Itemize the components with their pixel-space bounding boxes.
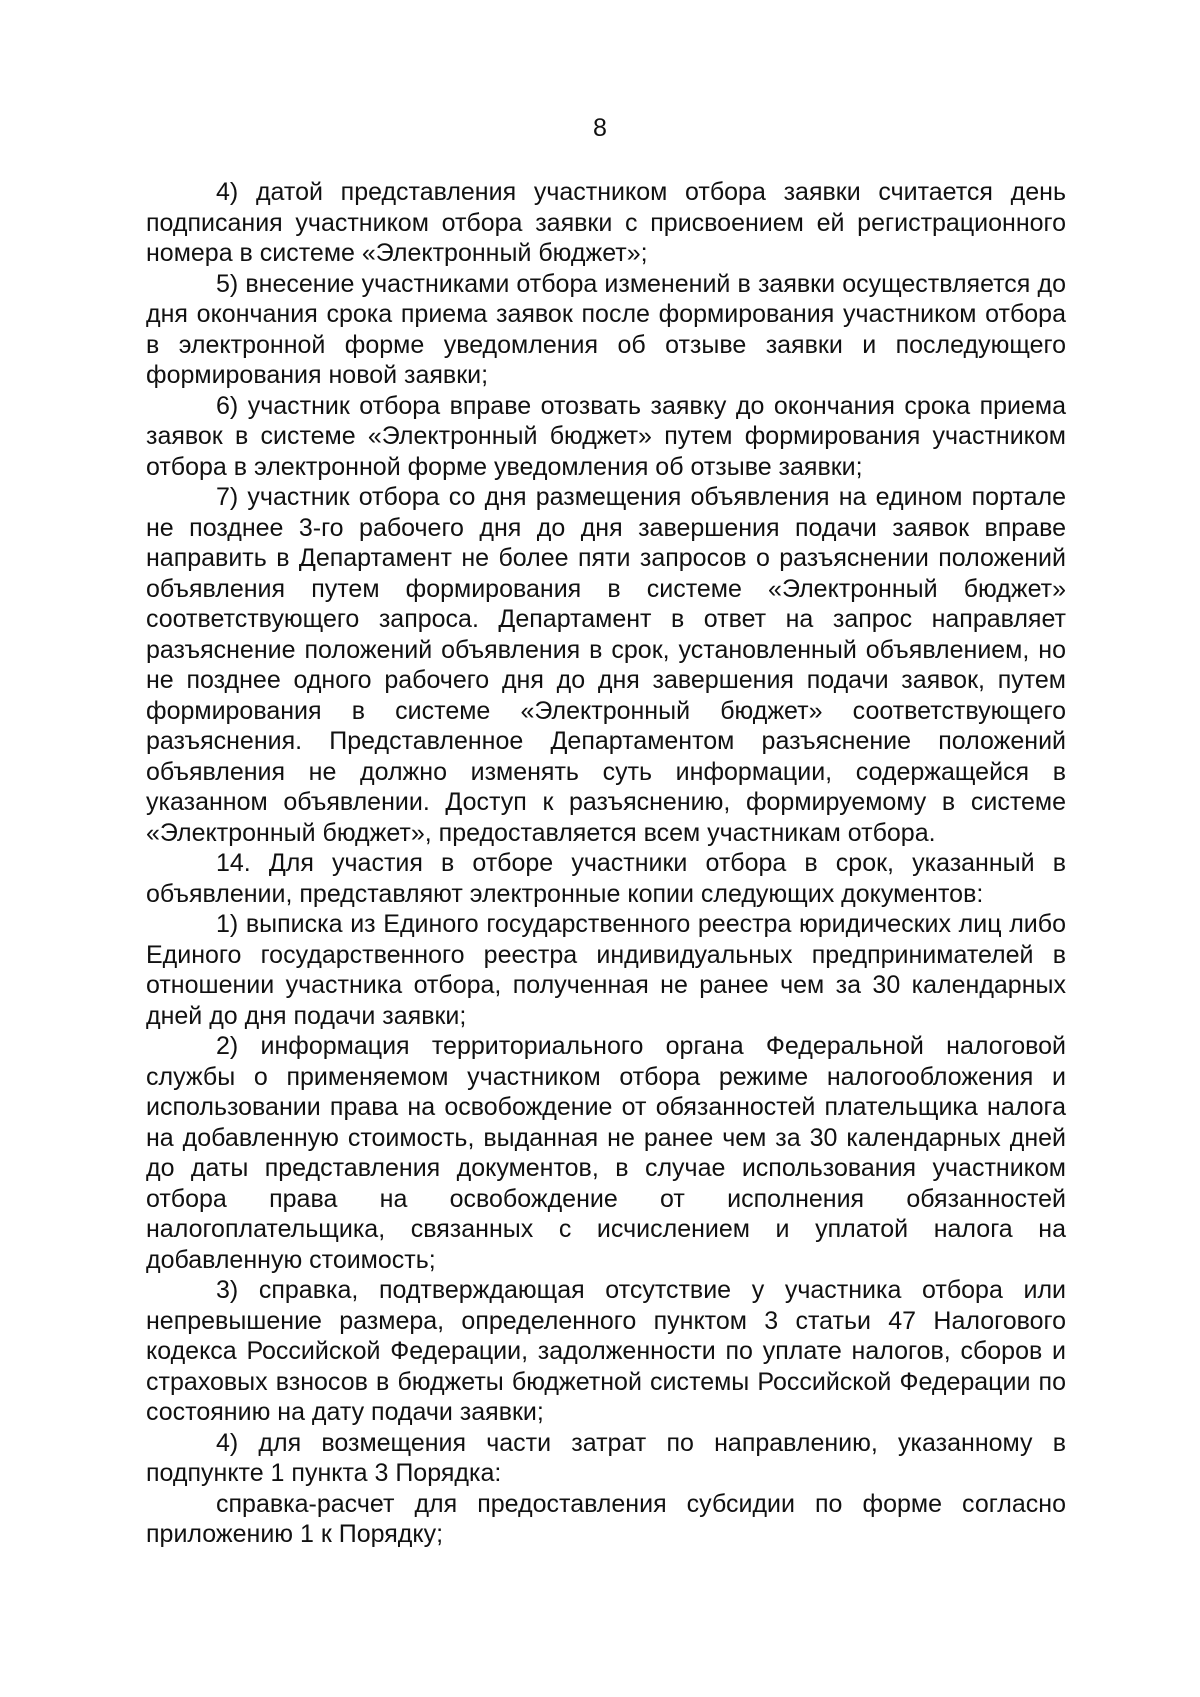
paragraph-item-5-changes: 5) внесение участниками отбора изменений в заявки осуществляется до дня окончания срока приема заявок после формирования участником отбора в электронной форме уведомления об отзыве заявки и последующего формирования новой заявки; — [146, 269, 1066, 389]
paragraph-doc-2-tax-info: 2) информация территориального органа Федеральной налоговой службы о применяемом участником отбора режиме налогообложения и использовании права на освобождение от обязанностей плательщика налога на добавленную стоимость, выданная не ранее чем за 30 календарных дней до даты представления документов, в случае использования участником отбора права на освобождение от исполнения обязанностей налогоплательщика, связанных с исчислением и уплатой налога на добавленную стоимость; — [146, 1032, 1066, 1274]
paragraph-item-4-submission-date: 4) датой представления участником отбора заявки считается день подписания участником отбора заявки с присвоением ей регистрационного номера в системе «Электронный бюджет»; — [146, 178, 1066, 267]
paragraph-item-6-withdrawal: 6) участник отбора вправе отозвать заявку до окончания срока приема заявок в системе «Электронный бюджет» путем формирования участником отбора в электронной форме уведомления об отзыве заявки; — [146, 391, 1066, 481]
page-number: 8 — [593, 114, 607, 142]
paragraph-doc-4-cost-reimbursement: 4) для возмещения части затрат по направлению, указанному в подпункте 1 пункта 3 Порядка: — [146, 1428, 1066, 1487]
paragraph-doc-1-registry-extract: 1) выписка из Единого государственного реестра юридических лиц либо Единого государственного реестра индивидуальных предпринимателей в отношении участника отбора, полученная не ранее чем за 30 календарных дней до дня подачи заявки; — [146, 910, 1066, 1030]
paragraph-doc-3-debt-certificate: 3) справка, подтверждающая отсутствие у участника отбора или непревышение размера, определенного пунктом 3 статьи 47 Налогового кодекса Российской Федерации, задолженности по уплате налогов, сборов и страховых взносов в бюджеты бюджетной системы Российской Федерации по состоянию на дату подачи заявки; — [146, 1276, 1066, 1426]
document-body — [146, 177, 1066, 1550]
paragraph-section-14: 14. Для участия в отборе участники отбора в срок, указанный в объявлении, представляют электронные копии следующих документов: — [146, 849, 1066, 908]
paragraph-calculation-certificate: справка-расчет для предоставления субсидии по форме согласно приложению 1 к Порядку; — [146, 1489, 1066, 1548]
paragraph-item-7-clarification: 7) участник отбора со дня размещения объявления на едином портале не позднее 3-го рабочего дня до дня завершения подачи заявок вправе направить в Департамент не более пяти запросов о разъяснении положений объявления путем формирования в системе «Электронный бюджет» соответствующего запроса. Департамент в ответ на запрос направляет разъяснение положений объявления в срок, установленный объявлением, но не позднее одного рабочего дня до дня завершения подачи заявок, путем формирования в системе «Электронный бюджет» соответствующего разъяснения. Представленное Департаментом разъяснение положений объявления не должно изменять суть информации, содержащейся в указанном объявлении. Доступ к разъяснению, формируемому в системе «Электронный бюджет», предоставляется всем участникам отбора. — [146, 483, 1066, 847]
